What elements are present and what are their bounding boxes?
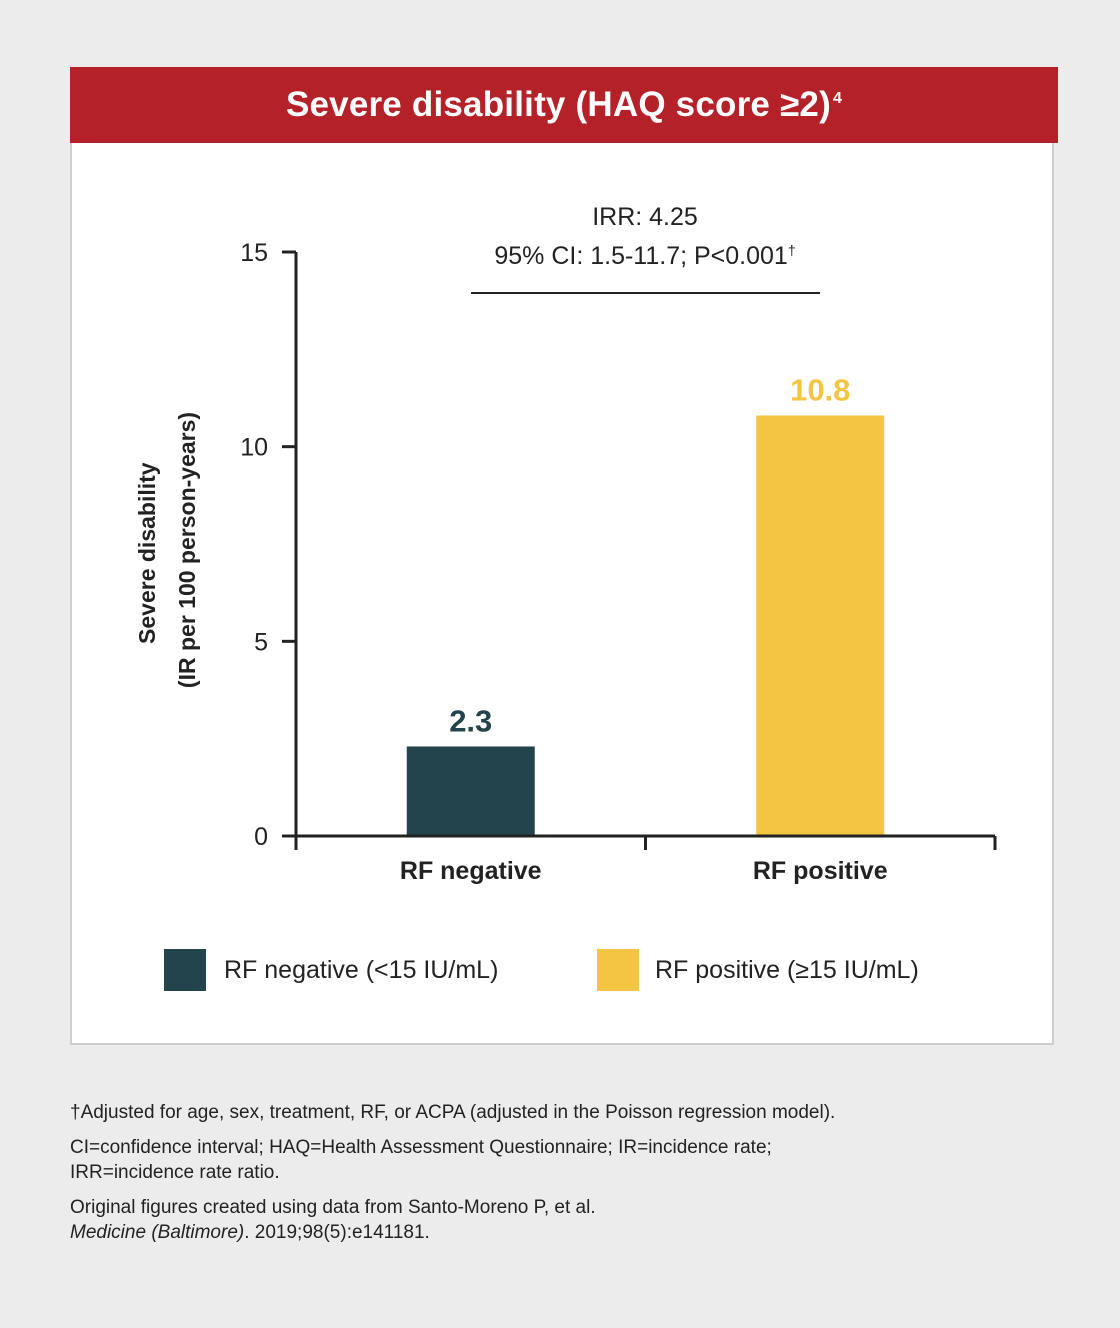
footnote-source-rest: . 2019;98(5):e141181. (244, 1222, 430, 1243)
legend-swatch-rf-positive (597, 949, 639, 991)
footnote-source-line1: Original figures created using data from Santo-Moreno P, et al. (70, 1197, 596, 1218)
irr-label: IRR: 4.25 (592, 203, 698, 231)
y-tick-label: 5 (254, 628, 268, 657)
y-axis (240, 239, 296, 851)
footnote-abbrev-line1: CI=confidence interval; HAQ=Health Assessment Questionnaire; IR=incidence rate; (70, 1137, 772, 1158)
footnote-source (70, 1195, 1050, 1245)
y-tick-label: 15 (240, 239, 268, 267)
legend-label-rf-negative: RF negative (<15 IU/mL) (224, 956, 499, 984)
footnote-source-journal: Medicine (Baltimore) (70, 1222, 245, 1243)
footnote-abbrev-line2: IRR=incidence rate ratio. (70, 1162, 280, 1183)
x-tick-label: RF positive (752, 857, 888, 885)
y-axis-label-line1: Severe disability (134, 462, 160, 644)
bar-value-label: 2.3 (449, 703, 493, 739)
x-tick-label: RF negative (399, 857, 542, 885)
y-tick-label: 10 (240, 433, 268, 462)
legend-swatch-rf-negative (164, 949, 206, 991)
x-axis (296, 836, 995, 885)
bar (407, 746, 535, 834)
y-axis-label-line2: (IR per 100 person-years) (174, 411, 200, 689)
footnote-abbreviations (70, 1135, 1050, 1185)
footnotes (70, 1100, 1050, 1255)
legend-label-rf-positive: RF positive (≥15 IU/mL) (655, 956, 919, 984)
y-axis-label (134, 412, 200, 688)
ci-label: 95% CI: 1.5-11.7; P<0.001† (494, 242, 796, 270)
bars-group (407, 373, 885, 835)
y-tick-label: 0 (254, 823, 268, 851)
bar-value-label: 10.8 (790, 372, 851, 408)
chart-title-reference: 4 (832, 90, 843, 107)
ci-dagger: † (787, 242, 796, 258)
bar (756, 416, 884, 835)
footnote-adjusted: †Adjusted for age, sex, treatment, RF, or ACPA (adjusted in the Poisson regression model). (70, 1102, 836, 1123)
chart-title: Severe disability (HAQ score ≥2) (285, 85, 831, 124)
